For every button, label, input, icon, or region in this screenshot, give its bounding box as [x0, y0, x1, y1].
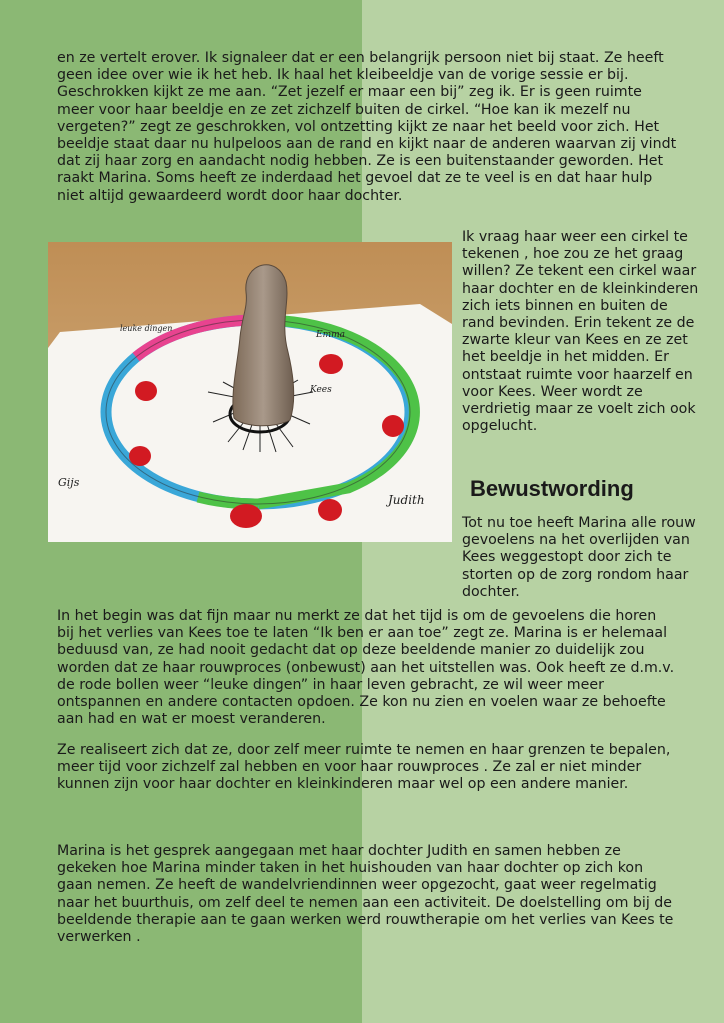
section-heading: Bewustwording — [470, 476, 634, 501]
paragraph-awareness: In het begin was dat fijn maar nu merkt ze dat het tijd is om de gevoelens die horen bij het verlies van Kees toe te laten “Ik ben er aan toe” zegt ze. Marina is er helemaal beduusd van, ze had nooit gedacht dat op deze beeldende manier zo duidelijk zou worden dat ze haar rouwproces (onbewust) aan het uitstellen was. Ook heeft ze d.m.v. de rode bollen weer “leuke dingen” in haar leven gebracht, ze wil weer meer ontspannen en andere contacten opdoen. Ze kon nu zien en voelen waar ze behoefte aan had en wat er moest veranderen. — [57, 608, 675, 728]
paragraph-intro: en ze vertelt erover. Ik signaleer dat er een belangrijk persoon niet bij staat. Ze heeft geen idee over wie ik het heb. Ik haal het kleibeeldje van de vorige sessie er bij. Geschrokken kijkt ze me aan. “Zet jezelf er maar een bij” zeg ik. Er is geen ruimte meer voor haar beeldje en ze zet zichzelf buiten de cirkel. “Hoe kan ik mezelf nu vergeten?” zegt ze geschrokken, vol ontzetting kijkt ze naar het beeld voor zich. Het beeldje staat daar nu hulpeloos aan de rand en kijkt naar de anderen waarvan zij vindt dat zij haar zorg en aandacht nodig hebben. Ze is een buitenstaander geworden. Het raakt Marina. Soms heeft ze inderdaad het gevoel dat ze te veel is en dat haar hulp niet altijd gewaardeerd wordt door haar dochter. — [57, 50, 677, 204]
label-judith: Judith — [388, 493, 425, 507]
label-kees: Kees — [310, 385, 332, 395]
paragraph-awareness-intro: Tot nu toe heeft Marina alle rouw gevoelens na het overlijden van Kees weggestopt door zich te storten op de zorg rondom haar dochter. — [462, 515, 696, 600]
paragraph-realisation: Ze realiseert zich dat ze, door zelf meer ruimte te nemen en haar grenzen te bepalen, meer tijd voor zichzelf zal hebben en voor haar rouwproces . Ze zal er niet minder kunnen zijn voor haar dochter en kleinkinderen maar wel op een andere manier. — [57, 742, 671, 793]
label-emma: Emma — [316, 330, 346, 340]
artwork-photo — [48, 242, 452, 542]
label-leuke-dingen: leuke dingen — [120, 324, 173, 333]
paragraph-conclusion: Marina is het gesprek aangegaan met haar dochter Judith en samen hebben ze gekeken hoe Marina minder taken in het huishouden van haar dochter op zich kon gaan nemen. Ze heeft de wandelvriendinnen weer opgezocht, gaat weer regelmatig naar het buurthuis, om zelf deel te nemen aan een activiteit. De doelstelling om bij de beeldende therapie aan te gaan werken werd rouwtherapie om het verlies van Kees te verwerken . — [57, 843, 674, 946]
label-gijs: Gijs — [58, 476, 80, 489]
paragraph-new-circle: Ik vraag haar weer een cirkel te tekenen , hoe zou ze het graag willen? Ze tekent een cirkel waar haar dochter en de kleinkinderen zich iets binnen en buiten de rand bevinden. Erin tekent ze de zwarte kleur van Kees en ze zet het beeldje in het midden. Er ontstaat ruimte voor haarzelf en voor Kees. Weer wordt ze verdrietig maar ze voelt zich ook opgelucht. — [462, 229, 699, 435]
